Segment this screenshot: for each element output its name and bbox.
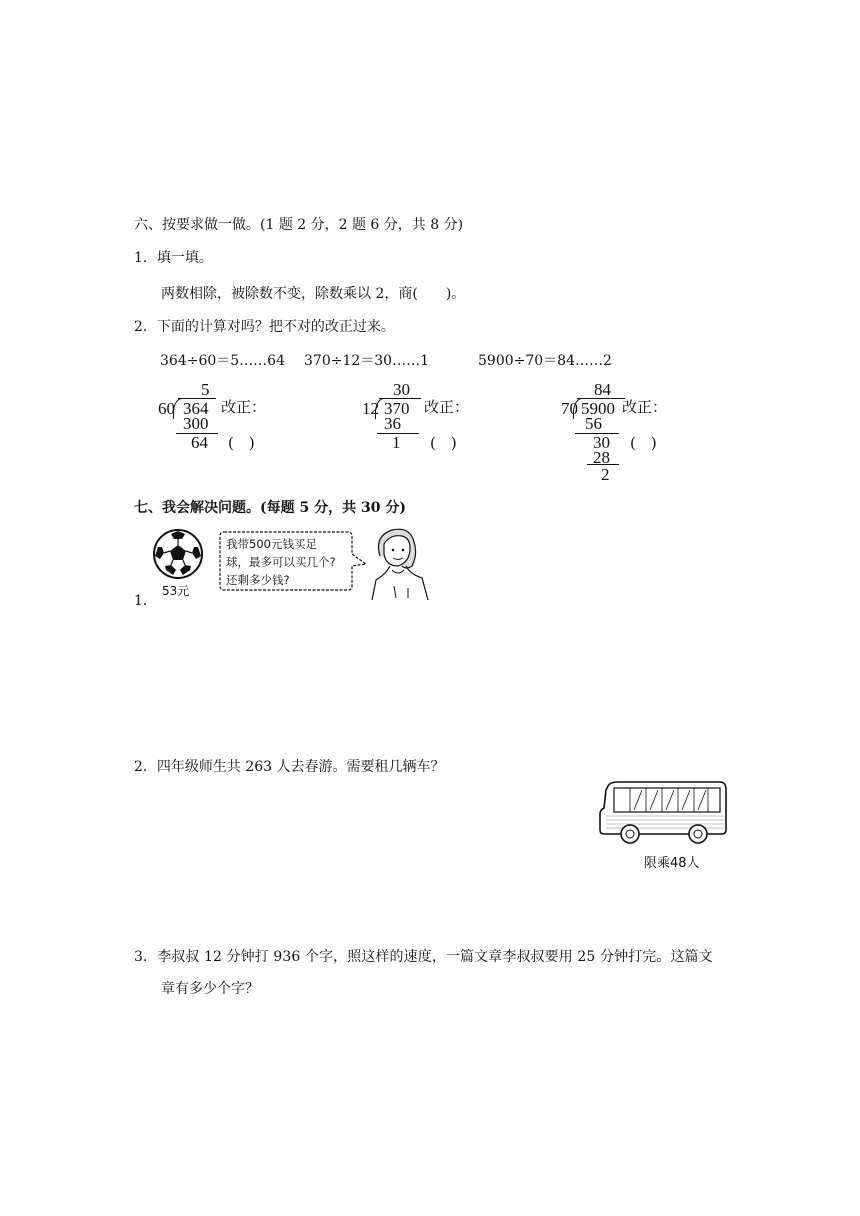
bubble-line-3: 还剩多少钱? (226, 573, 290, 587)
product-1: 56 (585, 414, 602, 433)
dividend: 364 (183, 399, 209, 418)
question-1-text: 两数相除，被除数不变，除数乘以 2，商( )。 (161, 286, 466, 302)
divisor: 60 (158, 399, 175, 418)
question-7-2-text: 2．四年级师生共 263 人去春游。需要租几辆车？ (134, 759, 445, 775)
fix-label-1: 改正： (221, 398, 267, 416)
quotient: 84 (594, 380, 611, 399)
remainder: 1 (392, 433, 401, 452)
answer-paren-1[interactable]: ( ) (228, 434, 255, 452)
equation-2: 370÷12＝30……1 (304, 353, 429, 369)
product: 300 (183, 414, 209, 433)
divisor: 70 (561, 399, 578, 418)
fix-label-3: 改正： (622, 398, 668, 416)
divisor: 12 (362, 399, 379, 418)
bubble-line-2: 球，最多可以买几个? (226, 555, 336, 569)
answer-paren-2[interactable]: ( ) (430, 434, 457, 452)
answer-paren-3[interactable]: ( ) (630, 434, 657, 452)
remainder: 2 (601, 465, 610, 484)
dividend: 5900 (581, 399, 615, 418)
remainder: 64 (191, 433, 208, 452)
equation-1: 364÷60＝5……64 (160, 353, 285, 369)
section-7-title: 七、我会解决问题。(每题 5 分，共 30 分) (134, 500, 406, 516)
quotient: 30 (393, 380, 410, 399)
dividend: 370 (384, 399, 410, 418)
bus-icon (598, 780, 730, 846)
quotient: 5 (201, 380, 210, 399)
section-6-title: 六、按要求做一做。(1 题 2 分，2 题 6 分，共 8 分) (134, 217, 464, 233)
question-7-1-label: 1． (134, 593, 157, 609)
equation-3: 5900÷70＝84……2 (478, 353, 612, 369)
soccer-ball-icon (152, 528, 204, 580)
woman-icon (366, 526, 432, 600)
fix-label-2: 改正： (424, 398, 470, 416)
question-2-label: 2．下面的计算对吗？把不对的改正过来。 (134, 319, 395, 335)
ball-price: 53元 (162, 584, 190, 598)
product: 36 (384, 414, 401, 433)
long-division-3 (561, 380, 651, 484)
bubble-line-1: 我带500元钱买足 (226, 537, 317, 551)
step-value: 30 (593, 433, 610, 452)
question-7-3-line-1: 3．李叔叔 12 分钟打 936 个字，照这样的速度，一篇文章李叔叔要用 25 分钟打完。这篇文 (134, 949, 713, 965)
bus-caption: 限乘48人 (644, 856, 700, 871)
product-2: 28 (593, 448, 610, 467)
question-7-3-line-2: 章有多少个字？ (161, 981, 259, 997)
question-1-label: 1．填一填。 (134, 250, 213, 266)
